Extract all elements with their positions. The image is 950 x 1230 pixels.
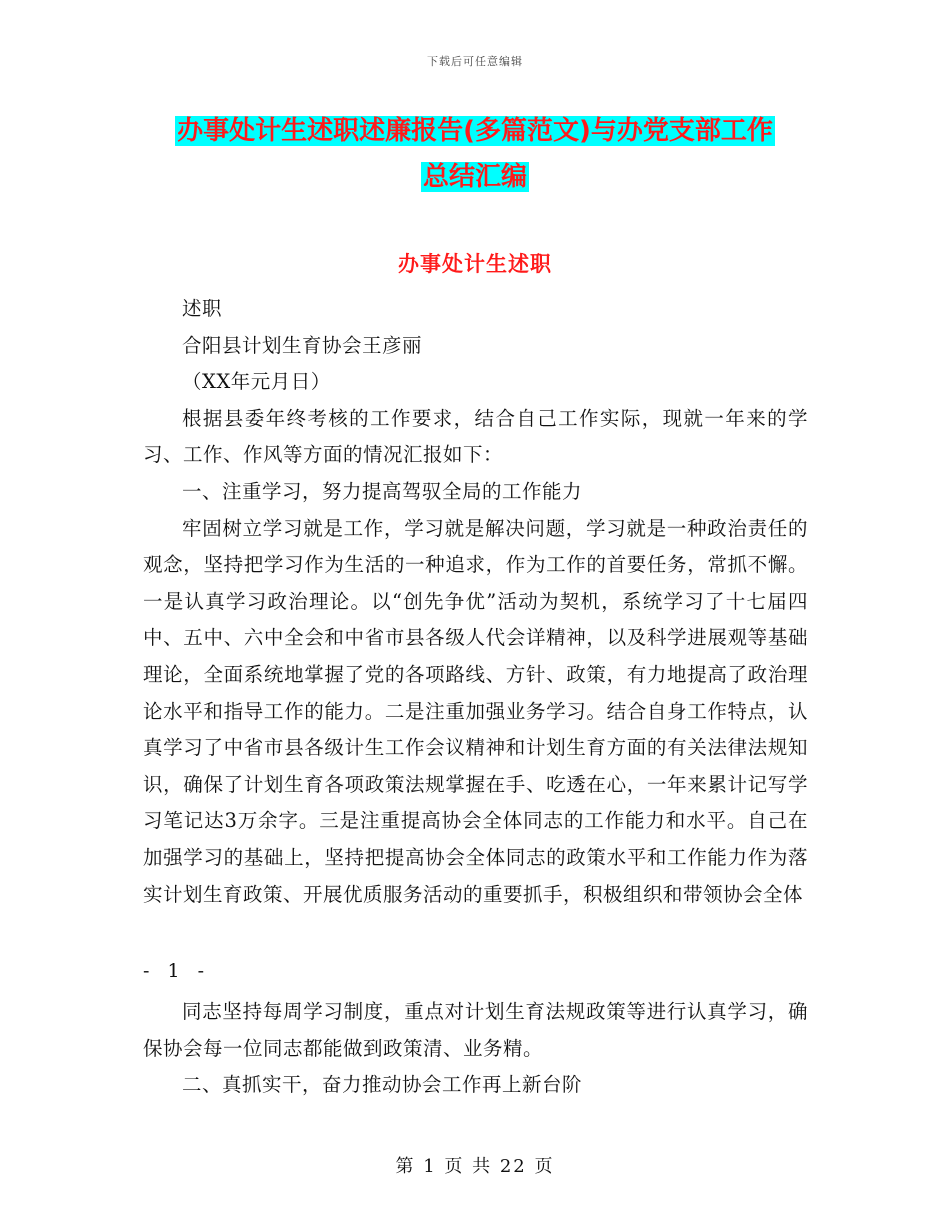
page-marker: - 1 -: [143, 960, 211, 982]
paragraph: 根据县委年终考核的工作要求，结合自己工作实际，现就一年来的学习、工作、作风等方面的情况汇报如下：: [143, 406, 808, 467]
paragraph: 一、注重学习，努力提高驾驭全局的工作能力: [182, 479, 583, 503]
document-title: [0, 108, 950, 200]
body-text-block-1: [143, 291, 808, 913]
page-footer: 第 1 页 共 22 页: [395, 1156, 555, 1177]
header-note: 下载后可任意编辑: [427, 55, 523, 68]
paragraph: 牢固树立学习就是工作，学习就是解决问题，学习就是一种政治责任的观念，坚持把学习作为生活的一种追求，作为工作的首要任务，常抓不懈。一是认真学习政治理论。以“创先争优”活动为契机，系统学习了十七届四中、五中、六中全会和中省市县各级人代会详精神，以及科学进展观等基础理论，全面系统地掌握了党的各项路线、方针、政策，有力地提高了政治理论水平和指导工作的能力。二是注重加强业务学习。结合自身工作特点，认真学习了中省市县各级计生工作会议精神和计划生育方面的有关法律法规知识，确保了计划生育各项政策法规掌握在手、吃透在心，一年来累计记写学习笔记达3万余字。三是注重提高协会全体同志的工作能力和水平。自己在加强学习的基础上，坚持把提高协会全体同志的政策水平和工作能力作为落实计划生育政策、开展优质服务活动的重要抓手，积极组织和带领协会全体: [143, 516, 808, 906]
section-title: 办事处计生述职: [398, 252, 552, 276]
paragraph: （XX年元月日）: [182, 370, 331, 394]
document-title-line-2: 总结汇编: [422, 162, 527, 192]
document-title-line-1: 办事处计生述职述廉报告(多篇范文)与办党支部工作: [177, 116, 773, 146]
body-text-block-2: [143, 994, 808, 1104]
paragraph: 二、真抓实干，奋力推动协会工作再上新台阶: [182, 1073, 583, 1097]
paragraph: 合阳县计划生育协会王彦丽: [182, 333, 423, 357]
paragraph: 同志坚持每周学习制度，重点对计划生育法规政策等进行认真学习，确保协会每一位同志都能做到政策清、业务精。: [143, 1000, 808, 1060]
paragraph: 述职: [182, 297, 223, 320]
